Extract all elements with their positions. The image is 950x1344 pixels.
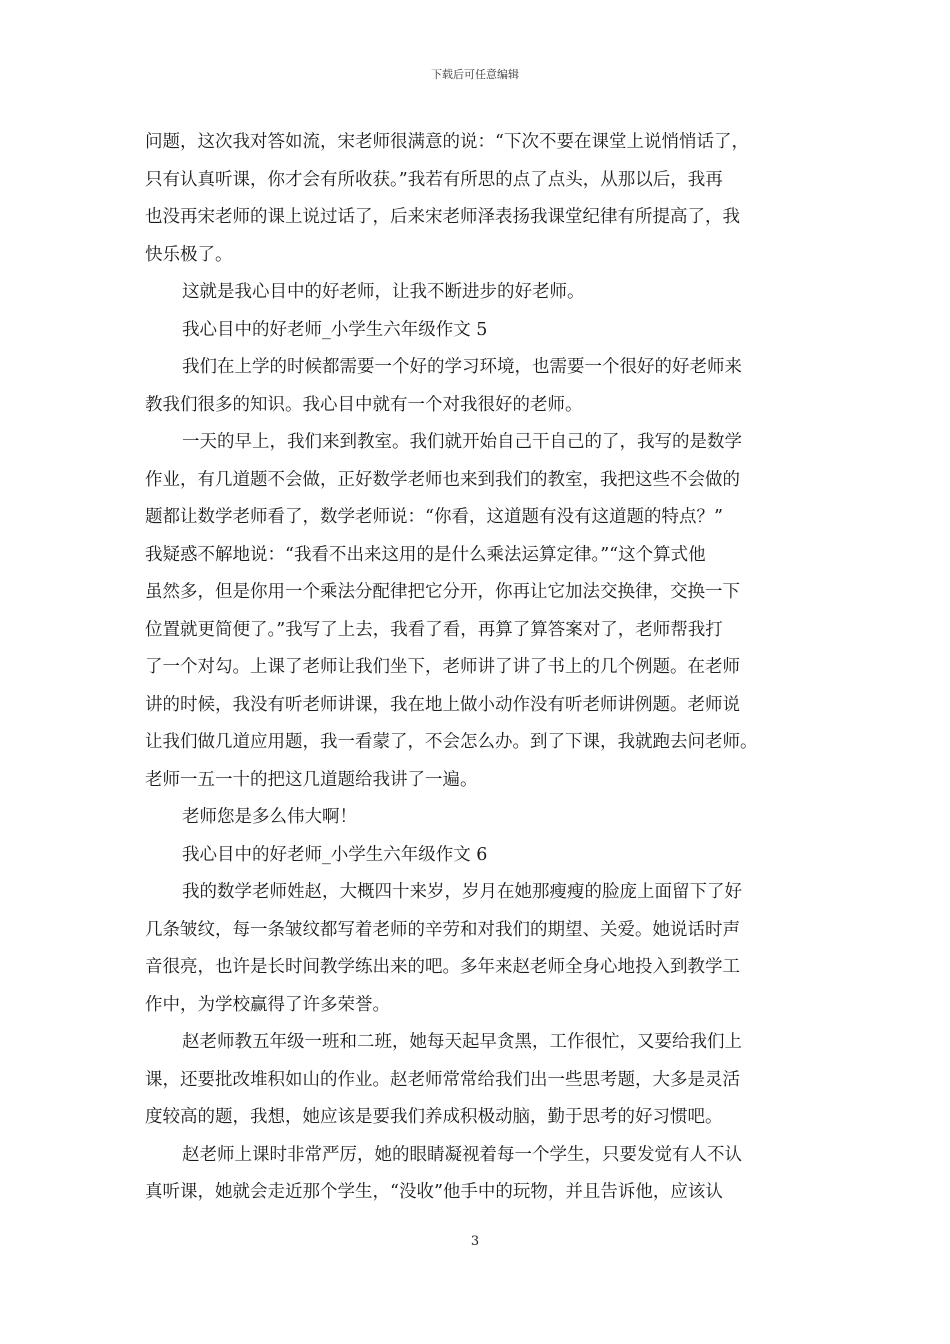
text-line: 问题，这次我对答如流，宋老师很满意的说：“下次不要在课堂上说悄悄话了， bbox=[145, 132, 749, 152]
text-line: 我心目中的好老师_小学生六年级作文 5 bbox=[182, 319, 488, 340]
text-line: 几条皱纹，每一条皱纹都写着老师的辛劳和对我们的期望、关爱。她说话时声 bbox=[145, 919, 740, 940]
text-line: 度较高的题，我想，她应该是要我们养成积极动脑，勤于思考的好习惯吧。 bbox=[145, 1107, 723, 1127]
text-line: 了一个对勾。上课了老师让我们坐下，老师讲了讲了书上的几个例题。在老师 bbox=[145, 657, 740, 677]
text-line: 也没再宋老师的课上说过话了，后来宋老师泽表扬我课堂纪律有所提高了，我 bbox=[145, 207, 740, 227]
text-line: 作业，有几道题不会做，正好数学老师也来到我们的教室，我把这些不会做的 bbox=[145, 469, 740, 490]
paragraph bbox=[145, 799, 813, 837]
text-line: 课，还要批改堆积如山的作业。赵老师常常给我们出一些思考题，大多是灵活 bbox=[145, 1069, 740, 1090]
text-line: 我的数学老师姓赵，大概四十来岁，岁月在她那瘦瘦的脸庞上面留下了好 bbox=[182, 882, 742, 902]
page-header: 下载后可任意编辑 bbox=[431, 68, 519, 81]
text-line: 赵老师上课时非常严厉，她的眼睛凝视着每一个学生，只要发觉有人不认 bbox=[182, 1144, 742, 1165]
text-line: 虽然多，但是你用一个乘法分配律把它分开，你再让它加法交换律，交换一下 bbox=[145, 582, 740, 602]
text-line: 这就是我心目中的好老师，让我不断进步的好老师。 bbox=[182, 282, 585, 302]
text-line: 讲的时候，我没有听老师讲课，我在地上做小动作没有听老师讲例题。老师说 bbox=[145, 694, 740, 715]
page-number: 3 bbox=[470, 1234, 480, 1249]
text-line: 让我们做几道应用题，我一看蒙了，不会怎么办。到了下课，我就跑去问老师。 bbox=[145, 732, 758, 752]
paragraph bbox=[145, 874, 813, 1024]
text-line: 一天的早上，我们来到教室。我们就开始自己干自己的了，我写的是数学 bbox=[182, 432, 742, 452]
text-line: 快乐极了。 bbox=[145, 244, 233, 265]
text-line: 真听课，她就会走近那个学生，“没收”他手中的玩物，并且告诉他，应该认 bbox=[145, 1182, 723, 1202]
paragraph bbox=[145, 274, 813, 312]
text-line: 题都让数学老师看了，数学老师说：“你看，这道题有没有这道题的特点？” bbox=[145, 507, 723, 527]
text-line: 我们在上学的时候都需要一个好的学习环境，也需要一个很好的好老师来 bbox=[182, 357, 742, 377]
paragraph bbox=[145, 424, 813, 799]
paragraph bbox=[145, 1024, 813, 1137]
document-body bbox=[145, 124, 813, 1212]
paragraph bbox=[145, 124, 813, 274]
text-line: 音很亮，也许是长时间教学练出来的吧。多年来赵老师全身心地投入到教学工 bbox=[145, 957, 740, 977]
text-line: 我心目中的好老师_小学生六年级作文 6 bbox=[182, 844, 488, 865]
text-line: 只有认真听课，你才会有所收获。”我若有所思的点了点头，从那以后，我再 bbox=[145, 169, 723, 190]
text-line: 教我们很多的知识。我心目中就有一个对我很好的老师。 bbox=[145, 394, 583, 415]
text-line: 老师一五一十的把这几道题给我讲了一遍。 bbox=[145, 769, 478, 790]
section-title bbox=[145, 312, 813, 350]
text-line: 作中，为学校赢得了许多荣誉。 bbox=[145, 994, 390, 1015]
paragraph bbox=[145, 1137, 813, 1212]
text-line: 老师您是多么伟大啊！ bbox=[182, 807, 357, 827]
section-title bbox=[145, 837, 813, 875]
text-line: 位置就更简便了。”我写了上去，我看了看，再算了算答案对了，老师帮我打 bbox=[145, 619, 723, 640]
text-line: 赵老师教五年级一班和二班，她每天起早贪黑，工作很忙，又要给我们上 bbox=[182, 1032, 742, 1052]
paragraph bbox=[145, 349, 813, 424]
text-line: 我疑惑不解地说：“我看不出来这用的是什么乘法运算定律。”“这个算式他 bbox=[145, 544, 706, 565]
